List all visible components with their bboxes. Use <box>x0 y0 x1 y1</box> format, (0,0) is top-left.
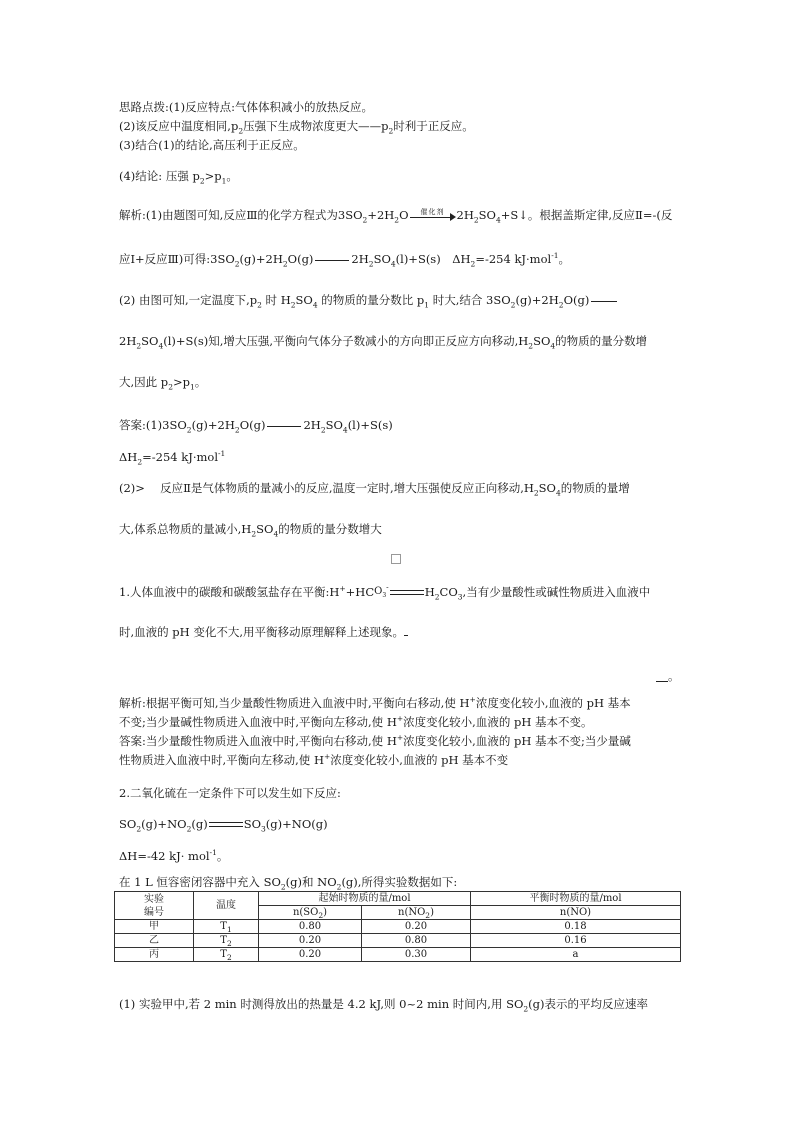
cell-no: 0.18 <box>471 920 681 934</box>
q1-answer-blank: 。 <box>656 668 680 684</box>
equals-arrow <box>591 301 617 302</box>
header-n-no2: $n(NO_2)$ <box>362 906 471 920</box>
equals-arrow <box>267 426 301 427</box>
carbonate-ion: $O_3^-$ <box>374 582 389 599</box>
header-experiment: 实验 编号 <box>115 892 194 920</box>
cell-so2: 0.20 <box>259 934 362 948</box>
catalyst-arrow: 催化剂 <box>410 211 456 221</box>
cell-temp: $T_1$ <box>194 920 259 934</box>
hint-line-1: 思路点拨:(1)反应特点:气体体积减小的放热反应。 <box>119 100 374 114</box>
hint-line-4: (4)结论: 压强 $p_2>p_1$。 <box>119 169 238 186</box>
cell-temp: $T_2$ <box>194 934 259 948</box>
header-n-no: n(NO) <box>471 906 681 920</box>
analysis-line-4: $2H_2SO_4(l)+S(s)$知,增大压强,平衡向气体分子数减小的方向即正反应方向移动$,H_2SO_4$的物质的量分数增 <box>119 334 648 351</box>
header-temperature: 温度 <box>194 892 259 920</box>
q2-equation: $SO_2(g)+NO_2(g)$ $SO_3(g)+NO(g)$ <box>119 817 328 834</box>
cell-id: 甲 <box>115 920 194 934</box>
cell-id: 乙 <box>115 934 194 948</box>
hint-line-3: (3)结合(1)的结论,高压利于正反应。 <box>119 138 305 152</box>
reversible-arrow <box>390 590 424 596</box>
cell-id: 丙 <box>115 948 194 962</box>
cell-no: a <box>471 948 681 962</box>
q2-enthalpy: ΔH=-42 kJ· mol$^{-1}$。 <box>119 848 229 863</box>
header-n-so2: $n(SO_2)$ <box>259 906 362 920</box>
cell-no2: 0.20 <box>362 920 471 934</box>
answer-line-2: $\Delta H_2=-254$ kJ·mol$^{-1}$ <box>119 449 226 467</box>
q2-intro: 在 1 L 恒容密闭容器中充入 $SO_2(g)$和 $NO_2(g)$,所得实验数据如下: <box>119 875 458 892</box>
q1-answer-1: 答案:当少量酸性物质进入血液中时,平衡向右移动,使 H+浓度变化较小,血液的 pH 基本不变;当少量碱 <box>119 733 631 748</box>
q1-answer-2: 性物质进入血液中时,平衡向左移动,使 H+浓度变化较小,血液的 pH 基本不变 <box>119 752 509 767</box>
hint-line-2: (2)该反应中温度相同$,p_2$压强下生成物浓度更大$——p_2$时利于正反应。 <box>119 119 474 136</box>
broken-image-icon <box>391 554 401 564</box>
table-row <box>115 920 681 934</box>
cell-no2: 0.30 <box>362 948 471 962</box>
analysis-line-3: (2) 由图可知,一定温度下$,p_2$ 时 $H_2SO_4$ 的物质的量分数比 $p_1$ 时大,结合 $3SO_2(g)+2H_2O(g)$ <box>119 292 619 308</box>
cell-so2: 0.80 <box>259 920 362 934</box>
answer-line-4: 大,体系总物质的量减小$,H_2SO_4$的物质的量分数增大 <box>119 522 382 539</box>
table-row <box>115 934 681 948</box>
cell-so2: 0.20 <box>259 948 362 962</box>
header-equilibrium-amount: 平衡时物质的量/mol <box>471 892 681 906</box>
analysis-line-2: 应Ⅰ+反应Ⅲ)可得$:3SO_2(g)+2H_2O(g)$ $2H_2SO_4(l)+S(s)$ $\Delta H_2=-254$ kJ·mol$^{-1}$。 <box>119 251 570 269</box>
experiment-table <box>114 891 681 962</box>
analysis-line-1: 解析:(1)由题图可知,反应Ⅲ的化学方程式为$3SO_2+2H_2O$ 催化剂 $2H_2SO_4+S↓$。根据盖斯定律,反应Ⅱ=-(反 <box>119 208 673 225</box>
cell-temp: $T_2$ <box>194 948 259 962</box>
q2-line-1: 2.二氧化硫在一定条件下可以发生如下反应: <box>119 786 341 800</box>
reversible-arrow <box>209 822 243 828</box>
cell-no2: 0.80 <box>362 934 471 948</box>
answer-line-3: (2)> 反应Ⅱ是气体物质的量减小的反应,温度一定时,增大压强使反应正向移动$,H_2SO_4$的物质的量增 <box>119 481 630 498</box>
q1-line-2: 时,血液的 pH 变化不大,用平衡移动原理解释上述现象。 <box>119 624 408 640</box>
q1-analysis-1: 解析:根据平衡可知,当少量酸性物质进入血液中时,平衡向右移动,使 H+浓度变化较小,血液的 pH 基本 <box>119 695 631 710</box>
q1-analysis-2: 不变;当少量碱性物质进入血液中时,平衡向左移动,使 H+浓度变化较小,血液的 pH 基本不变。 <box>119 714 593 729</box>
equals-arrow <box>315 260 349 261</box>
q2-part-1: (1) 实验甲中,若 2 min 时测得放出的热量是 4.2 kJ,则 0~2 min 时间内,用 $SO_2(g)$表示的平均反应速率 <box>119 997 648 1014</box>
answer-line-1: 答案$:(1)3SO_2(g)+2H_2O(g)$ $2H_2SO_4(l)+S(s)$ <box>119 418 393 435</box>
cell-no: 0.16 <box>471 934 681 948</box>
q1-line-1: 1.人体血液中的碳酸和碳酸氢盐存在平衡$:H^++HCO_3^-$ $H_2CO_3$,当有少量酸性或碱性物质进入血液中 <box>119 582 651 602</box>
table-row <box>115 948 681 962</box>
header-initial-amount: 起始时物质的量/mol <box>259 892 471 906</box>
analysis-line-5: 大,因此 $p_2>p_1$。 <box>119 375 207 392</box>
